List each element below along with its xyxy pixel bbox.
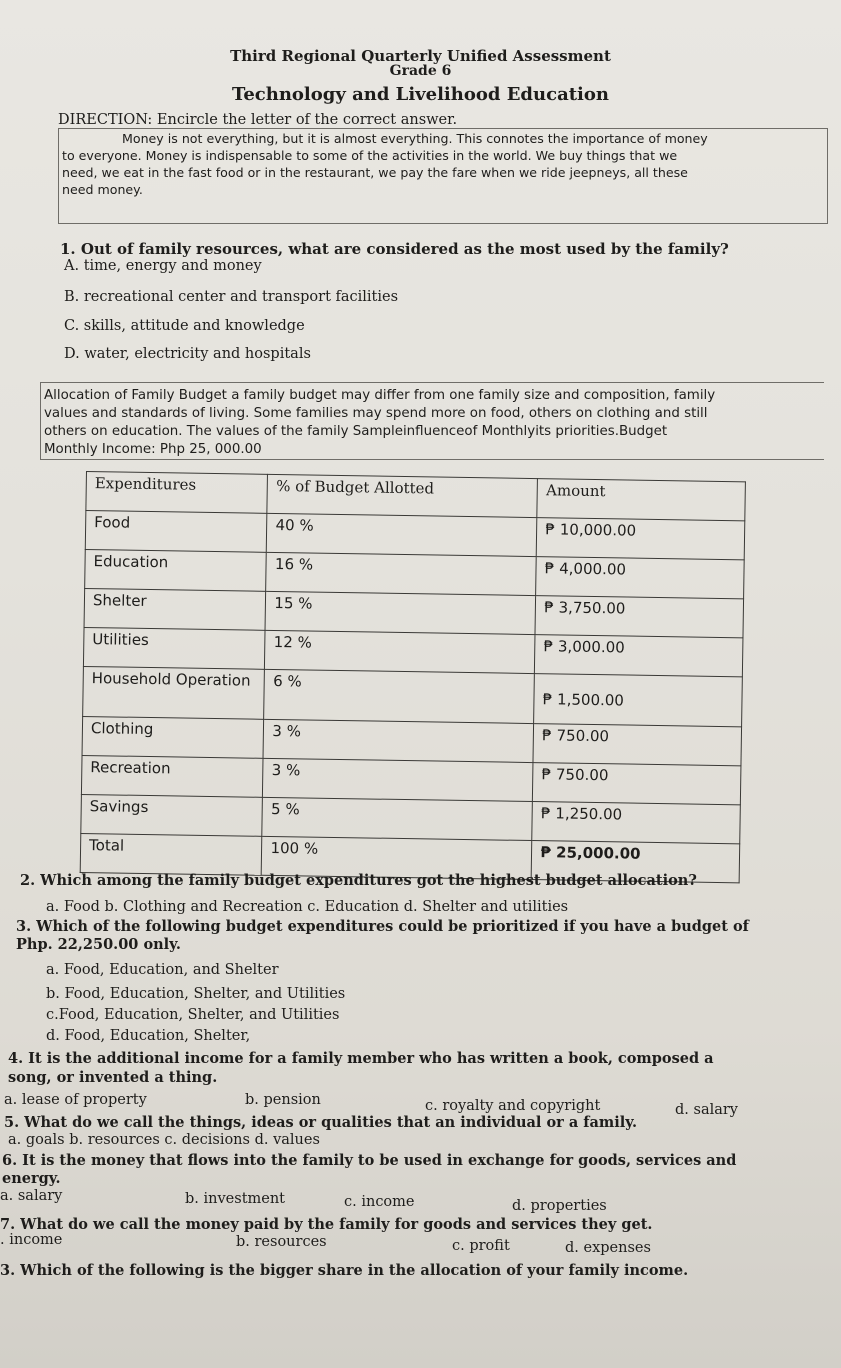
- q1-option-d[interactable]: D. water, electricity and hospitals: [64, 346, 311, 362]
- allocation-line: others on education. The values of the family Sampleinfluenceof Monthlyits priorities.Budget: [44, 424, 668, 439]
- header-percent: % of Budget Allotted: [267, 474, 538, 517]
- percent-cell: 3 %: [263, 758, 534, 801]
- percent-cell: 3 %: [263, 719, 534, 762]
- q4-option-b[interactable]: b. pension: [245, 1092, 321, 1108]
- q7-option-a[interactable]: . income: [0, 1232, 63, 1248]
- question-7: 7. What do we call the money paid by the family for goods and services they get.: [0, 1216, 653, 1233]
- header-amount: Amount: [537, 479, 745, 521]
- expenditure-cell: Education: [85, 549, 267, 591]
- expenditure-cell: Household Operation: [83, 666, 265, 719]
- expenditure-cell: Clothing: [82, 716, 264, 758]
- monthly-income: Monthly Income: Php 25, 000.00: [44, 442, 262, 457]
- passage-line: need, we eat in the fast food or in the restaurant, we pay the fare when we ride jeepneys, all these: [62, 165, 688, 180]
- percent-cell: 16 %: [266, 552, 537, 595]
- q7-option-c[interactable]: c. profit: [452, 1238, 510, 1254]
- q7-option-d[interactable]: d. expenses: [565, 1240, 651, 1256]
- amount-cell: ₱ 750.00: [533, 763, 741, 805]
- question-8: 3. Which of the following is the bigger share in the allocation of your family income.: [0, 1262, 689, 1279]
- percent-cell: 6 %: [264, 669, 535, 723]
- question-4-cont: song, or invented a thing.: [8, 1069, 218, 1086]
- question-4: 4. It is the additional income for a family member who has written a book, composed a: [8, 1050, 714, 1067]
- q2-options[interactable]: a. Food b. Clothing and Recreation c. Education d. Shelter and utilities: [46, 899, 569, 915]
- amount-cell: ₱ 3,750.00: [535, 596, 743, 638]
- passage-line: Money is not everything, but it is almost everything. This connotes the importance of money: [122, 131, 708, 146]
- expenditure-cell: Recreation: [81, 755, 263, 797]
- question-6: 6. It is the money that flows into the family to be used in exchange for goods, services and: [2, 1152, 737, 1169]
- amount-cell: ₱ 1,250.00: [532, 802, 740, 844]
- amount-cell: ₱ 10,000.00: [537, 518, 745, 560]
- expenditure-cell: Shelter: [84, 588, 266, 630]
- q3-option-d[interactable]: d. Food, Education, Shelter,: [46, 1028, 251, 1044]
- q3-option-a[interactable]: a. Food, Education, and Shelter: [46, 962, 279, 978]
- percent-cell: 100 %: [262, 836, 533, 879]
- subject-title: Technology and Livelihood Education: [232, 84, 609, 105]
- question-3: 3. Which of the following budget expenditures could be prioritized if you have a budget of: [16, 918, 749, 935]
- q1-option-b[interactable]: B. recreational center and transport facilities: [64, 289, 399, 305]
- amount-cell: ₱ 750.00: [533, 724, 741, 766]
- assessment-title: Third Regional Quarterly Unified Assessment: [230, 47, 611, 65]
- q3-option-b[interactable]: b. Food, Education, Shelter, and Utilities: [46, 986, 346, 1002]
- q3-option-c[interactable]: c.Food, Education, Shelter, and Utilities: [46, 1007, 340, 1023]
- q6-option-c[interactable]: c. income: [344, 1194, 415, 1210]
- q7-option-b[interactable]: b. resources: [236, 1234, 327, 1250]
- amount-cell: ₱ 25,000.00: [531, 841, 739, 883]
- expenditure-cell: Food: [85, 511, 267, 553]
- allocation-line: Allocation of Family Budget a family budget may differ from one family size and composition, family: [44, 388, 716, 403]
- expenditure-cell: Savings: [81, 794, 263, 836]
- question-5: 5. What do we call the things, ideas or qualities that an individual or a family.: [4, 1114, 638, 1131]
- q4-option-a[interactable]: a. lease of property: [4, 1092, 147, 1108]
- passage-line: to everyone. Money is indispensable to some of the activities in the world. We buy things that we: [62, 148, 678, 163]
- q1-option-c[interactable]: C. skills, attitude and knowledge: [64, 318, 305, 334]
- passage-line: need money.: [62, 182, 143, 197]
- grade-label: Grade 6: [389, 63, 452, 79]
- question-3-cont: Php. 22,250.00 only.: [16, 936, 181, 953]
- q6-option-b[interactable]: b. investment: [185, 1191, 286, 1207]
- direction-text: DIRECTION: Encircle the letter of the correct answer.: [58, 112, 458, 128]
- q4-option-d[interactable]: d. salary: [675, 1102, 738, 1118]
- question-2: 2. Which among the family budget expenditures got the highest budget allocation?: [20, 872, 697, 889]
- q6-option-d[interactable]: d. properties: [512, 1198, 607, 1214]
- amount-cell: ₱ 4,000.00: [536, 557, 744, 599]
- percent-cell: 15 %: [265, 591, 536, 634]
- question-6-cont: energy.: [2, 1170, 61, 1187]
- allocation-line: values and standards of living. Some families may spend more on food, others on clothing and still: [44, 406, 708, 421]
- expenditure-cell: Total: [80, 833, 262, 875]
- amount-cell: ₱ 3,000.00: [535, 635, 743, 677]
- percent-cell: 12 %: [265, 630, 536, 673]
- budget-table: [80, 471, 746, 883]
- header-expenditures: Expenditures: [86, 472, 268, 514]
- question-1: 1. Out of family resources, what are considered as the most used by the family?: [60, 240, 729, 258]
- q5-options[interactable]: a. goals b. resources c. decisions d. values: [8, 1132, 320, 1148]
- amount-cell: ₱ 1,500.00: [534, 674, 742, 727]
- q4-option-c[interactable]: c. royalty and copyright: [425, 1098, 601, 1114]
- q1-option-a[interactable]: A. time, energy and money: [64, 258, 262, 274]
- percent-cell: 5 %: [262, 797, 533, 840]
- expenditure-cell: Utilities: [83, 627, 265, 669]
- q6-option-a[interactable]: a. salary: [0, 1188, 63, 1204]
- percent-cell: 40 %: [267, 513, 538, 556]
